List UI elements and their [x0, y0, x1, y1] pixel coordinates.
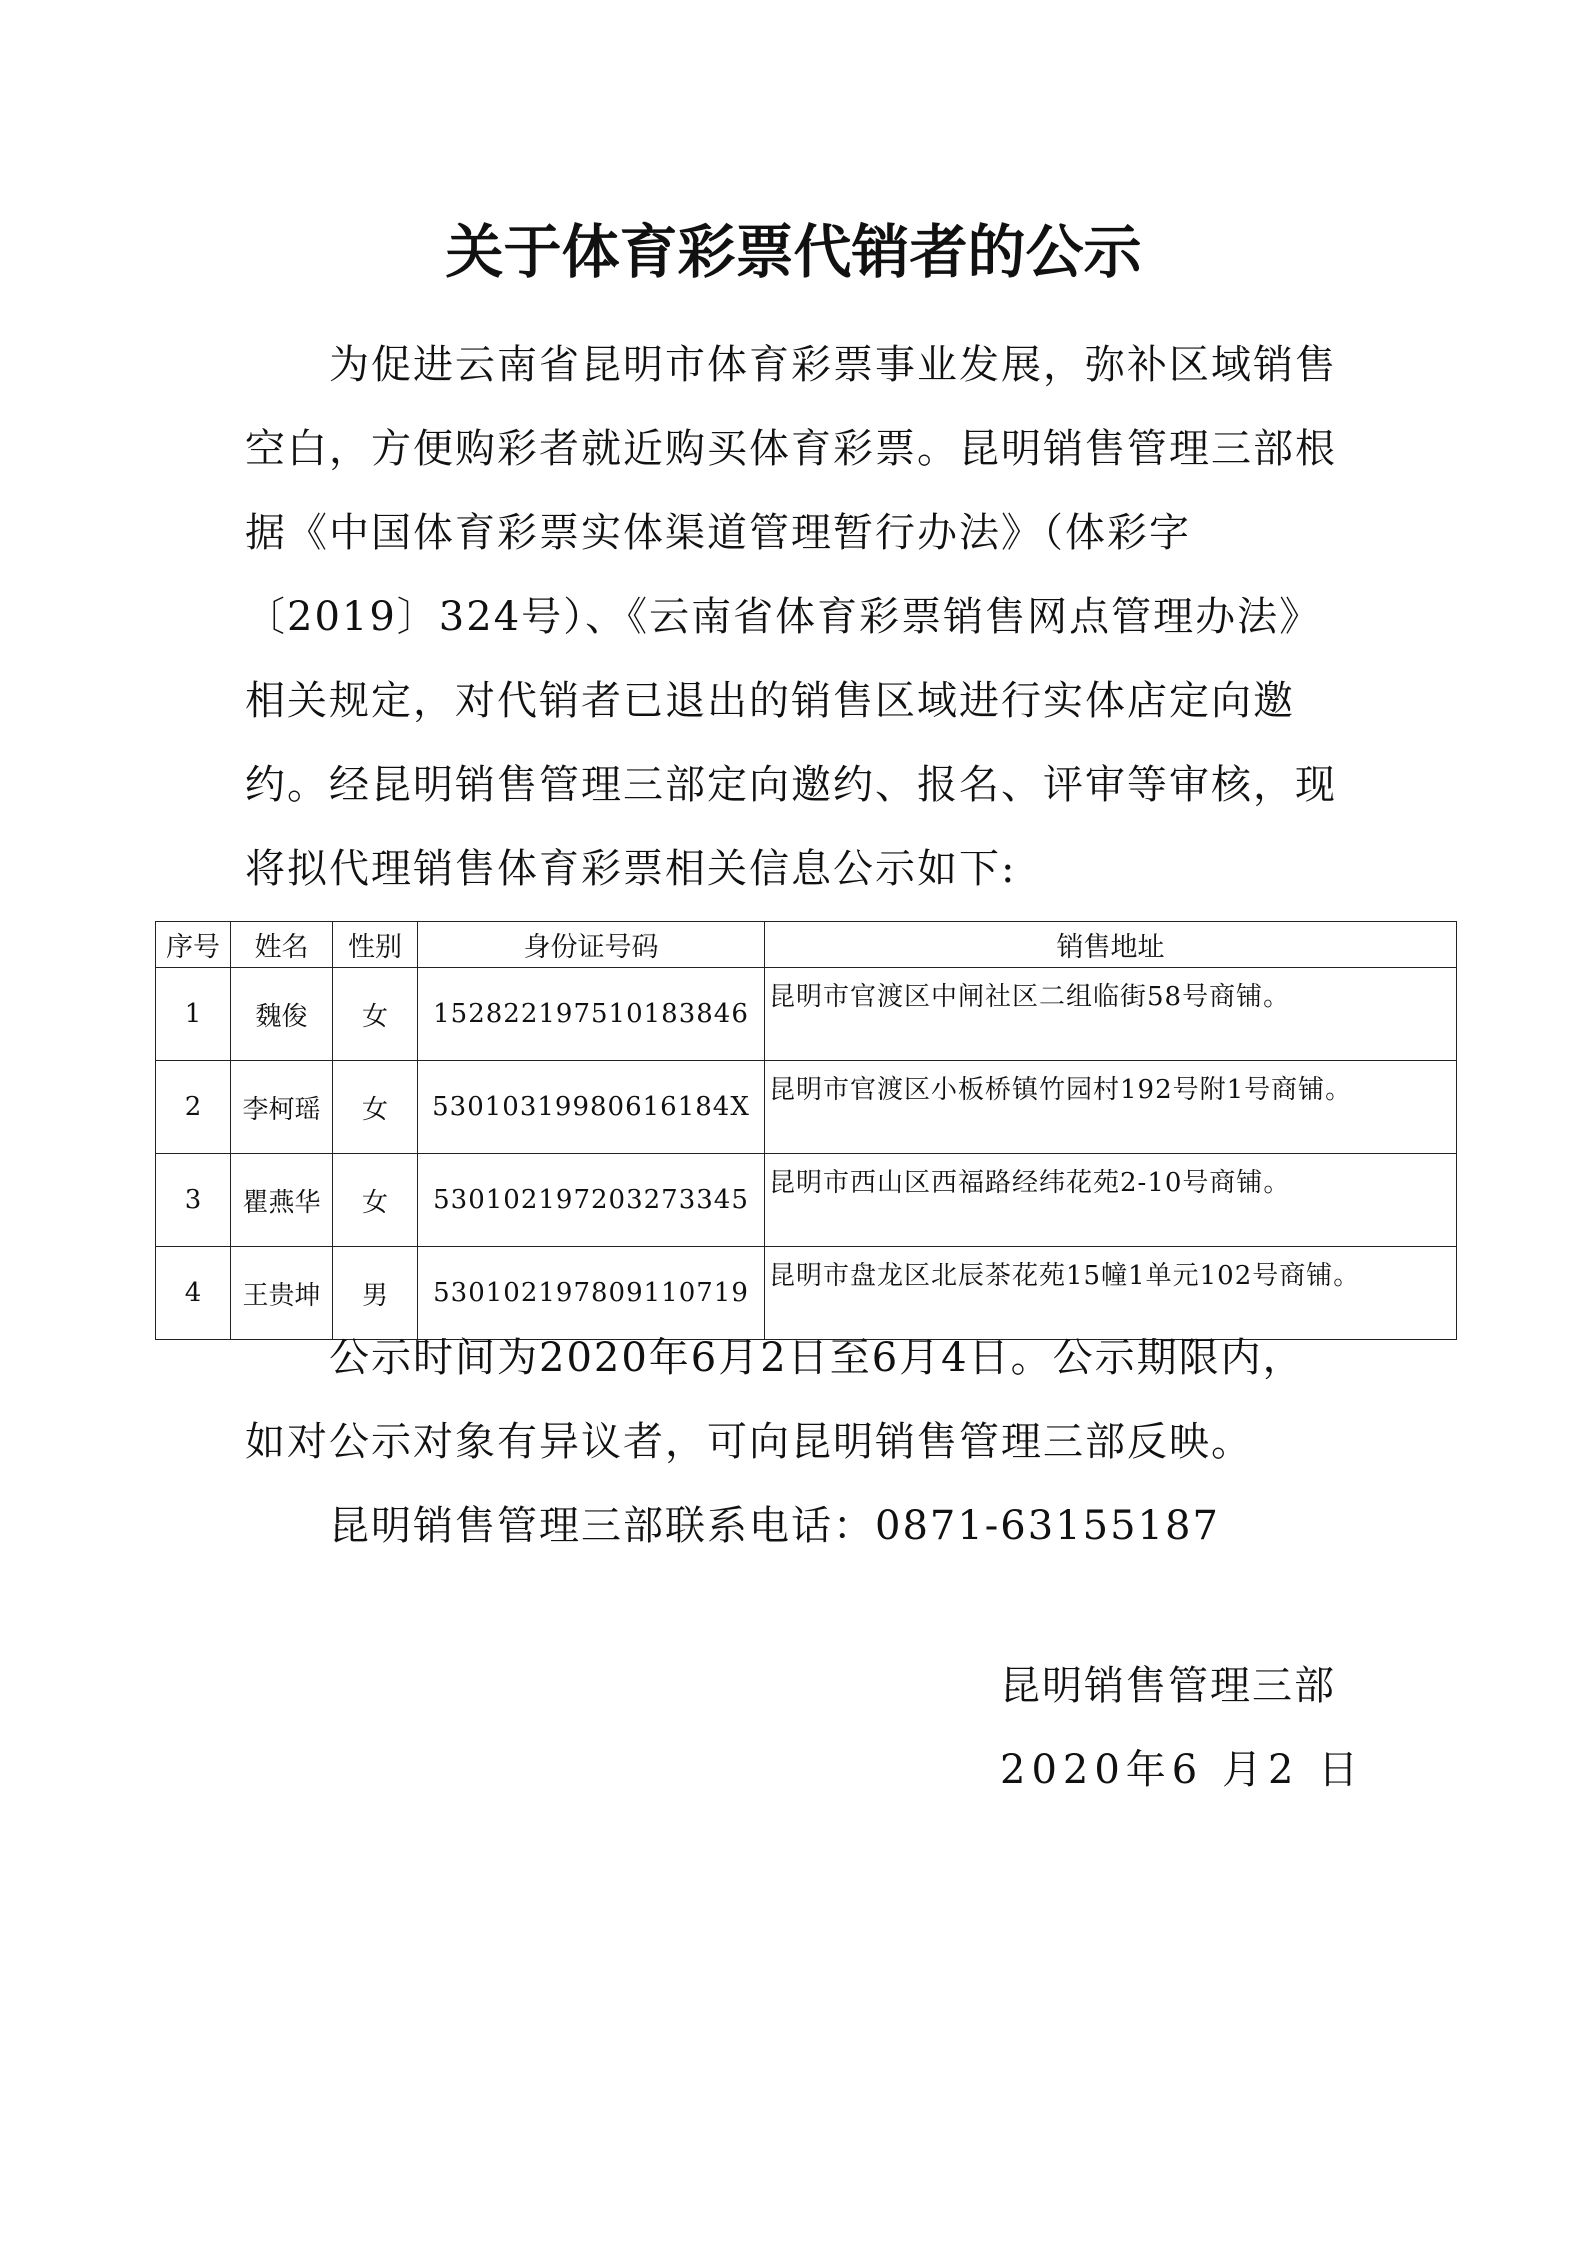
applicant-table [155, 921, 1457, 1340]
header-address: 销售地址 [765, 922, 1457, 968]
document-title: 关于体育彩票代销者的公示 [445, 218, 1142, 286]
header-name: 姓名 [231, 922, 333, 968]
row-no: 3 [156, 1154, 231, 1247]
signature-date: 2020年6 月2 日 [1000, 1747, 1365, 1793]
row-gender: 女 [333, 1061, 418, 1154]
intro-paragraph: 为促进云南省昆明市体育彩票事业发展，弥补区域销售空白，方便购彩者就近购买体育彩票。昆明销售管理三部根据《中国体育彩票实体渠道管理暂行办法》（体彩字〔2019〕324号）、《云南省体育彩票销售网点管理办法》相关规定，对代销者已退出的销售区域进行实体店定向邀约。 [245, 342, 1337, 808]
table-row [156, 1154, 1457, 1247]
signature-org: 昆明销售管理三部 [1000, 1663, 1336, 1709]
table-header-row [156, 922, 1457, 968]
row-address: 昆明市官渡区小板桥镇竹园村192号附1号商铺。 [765, 1061, 1457, 1154]
row-address: 昆明市官渡区中闸社区二组临街58号商铺。 [765, 968, 1457, 1061]
header-no: 序号 [156, 922, 231, 968]
row-address: 昆明市西山区西福路经纬花苑2-10号商铺。 [765, 1154, 1457, 1247]
review-paragraph: 经昆明销售管理三部定向邀约、报名、评审等审核，现将拟代理销售体育彩票相关信息公示如下: [245, 762, 1337, 892]
row-no: 2 [156, 1061, 231, 1154]
row-name: 魏俊 [231, 968, 333, 1061]
row-no: 4 [156, 1247, 231, 1340]
row-id: 53010319980616184X [418, 1061, 765, 1154]
row-address: 昆明市盘龙区北辰茶花苑15幢1单元102号商铺。 [765, 1247, 1457, 1340]
row-id: 530102197809110719 [418, 1247, 765, 1340]
notice-period-paragraph: 公示时间为2020年6月2日至6月4日。公示期限内，如对公示对象有异议者，可向昆明销售管理三部反映。 [245, 1335, 1305, 1465]
header-id: 身份证号码 [418, 922, 765, 968]
contact-paragraph: 昆明销售管理三部联系电话：0871-63155187 [329, 1503, 1220, 1549]
row-gender: 女 [333, 968, 418, 1061]
row-gender: 女 [333, 1154, 418, 1247]
row-no: 1 [156, 968, 231, 1061]
row-name: 王贵坤 [231, 1247, 333, 1340]
table-row [156, 968, 1457, 1061]
header-gender: 性别 [333, 922, 418, 968]
row-id: 152822197510183846 [418, 968, 765, 1061]
row-name: 李柯瑶 [231, 1061, 333, 1154]
row-id: 530102197203273345 [418, 1154, 765, 1247]
row-name: 瞿燕华 [231, 1154, 333, 1247]
row-gender: 男 [333, 1247, 418, 1340]
table-row [156, 1061, 1457, 1154]
